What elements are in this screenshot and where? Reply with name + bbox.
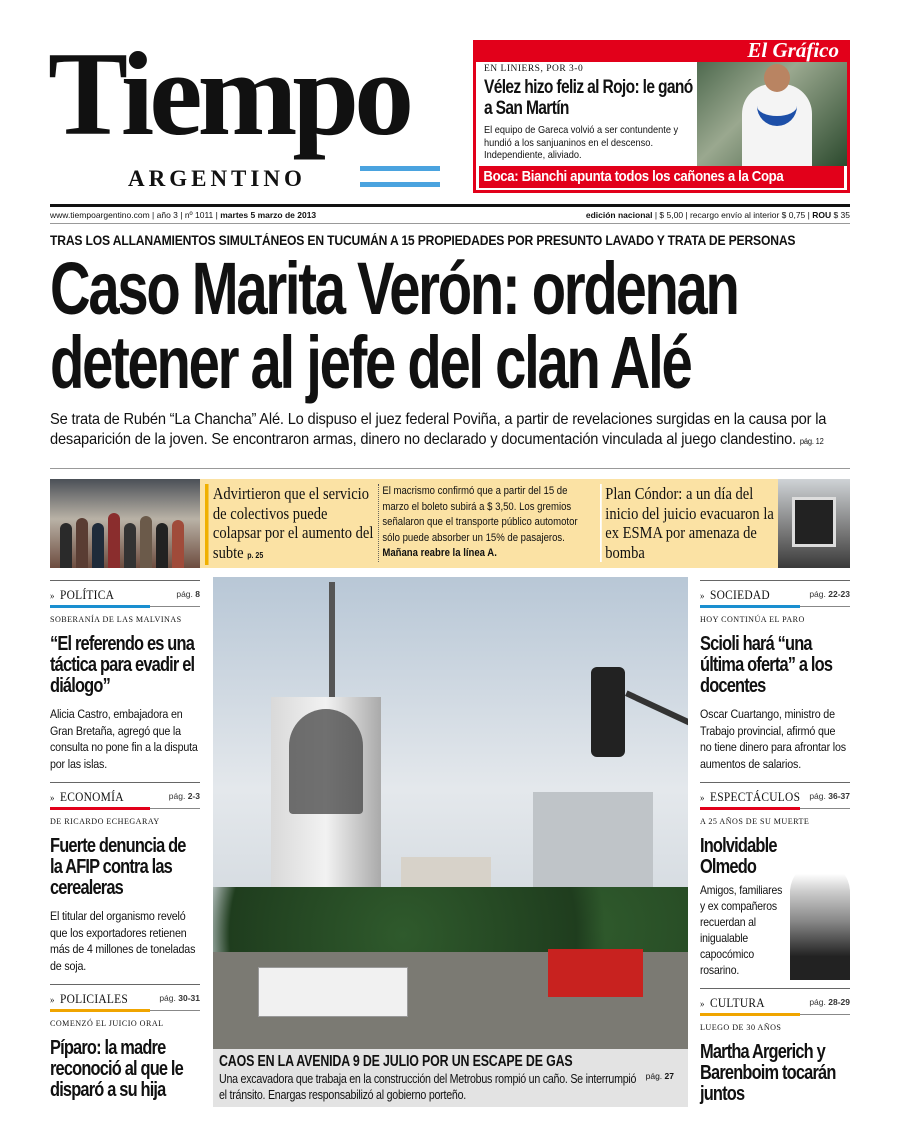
section-sociedad[interactable] [700,580,850,772]
section-name: POLÍTICA [59,587,115,602]
rou-label: ROU [812,210,832,220]
promo-title[interactable]: Vélez hizo feliz al Rojo: le ganó a San Martín [484,77,693,119]
section-title[interactable]: Inolvidable Olmedo [700,835,777,878]
section-body: Alicia Castro, embajadora en Gran Bretaña, agregó que la consulta no pone fin a la disputa por las islas. [50,707,198,771]
strip-body-text: El macrismo confirmó que a partir del 15 de marzo el boleto subirá a $ 3,50. Los gremios señalaron que el transporte público automotor sólo puede absorber un 15% de pasajeros. [382,485,578,544]
logo-word: Tiempo [48,27,410,160]
page-label: pág. [809,589,826,599]
section-name: POLICIALES [59,991,129,1006]
section-body: Oscar Cuartango, ministro de Trabajo provincial, afirmó que no tiene dinero para afrontar los aumentos de salarios. [700,707,846,771]
commuters-photo [50,479,200,568]
section-kicker: HOY CONTINÚA EL PARO [700,614,805,624]
page-ref: p. 25 [247,550,264,560]
rou-price: $ 35 [831,210,850,220]
traffic-light [591,667,625,757]
chevron-icon: » [700,999,705,1010]
section-kicker: DE RICARDO ECHEGARAY [50,816,160,826]
divider [50,468,850,469]
promo-brand: El Gráfico [747,38,839,62]
page-label: pág. [168,791,186,801]
flag-stripes [360,166,440,190]
section-economia[interactable] [50,782,200,974]
logo-subtitle: ARGENTINO [128,166,306,191]
section-kicker: LUEGO DE 30 AÑOS [700,1022,782,1032]
section-espectaculos[interactable] [700,782,850,978]
fire-truck [548,949,643,997]
lead-deck [50,410,849,452]
section-name: CULTURA [709,995,765,1010]
page-number: 30-31 [178,993,200,1003]
promo-photo [697,62,847,166]
divider [50,223,850,224]
section-title[interactable]: Píparo: la madre reconoció al que le disparó a su hija [50,1037,183,1101]
section-title[interactable]: Scioli hará “una última oferta” a los docentes [700,633,833,697]
section-name: ESPECTÁCULOS [709,789,801,804]
section-name: ECONOMÍA [59,789,124,804]
section-kicker: A 25 AÑOS DE SU MUERTE [700,816,810,826]
divider [50,204,850,207]
promo-bar-text: Boca: Bianchi apunta todos los cañones a la Copa [483,168,784,185]
caption-body: Una excavadora que trabaja en la construcción del Metrobus rompió un caño. Se interrumpió el tránsito. Enargas responsabilizó al gobierno porteño. [219,1071,637,1102]
deck-text: Se trata de Rubén “La Chancha” Alé. Lo dispuso el juez federal Poviña, a partir de revelaciones surgidas en la causa por la desaparición de la joven. Se encontraron armas, dinero no declarado y documentación vinculada al juego clandestino. [50,411,827,448]
page-number: 8 [195,589,200,599]
promo-kicker: EN LINIERS, POR 3-0 [484,64,584,74]
right-column [700,580,850,1115]
page-label: pág. [159,993,176,1003]
chevron-icon: » [700,793,705,804]
page-label: pág. [809,997,826,1007]
site-info: www.tiempoargentino.com | año 3 | nº 1011 | [50,210,221,220]
page-number: 27 [664,1071,674,1081]
info-line [50,210,850,221]
caption-title[interactable]: CAOS EN LA AVENIDA 9 DE JULIO POR UN ESCAPE DE GAS [219,1053,573,1070]
section-cultura[interactable] [700,988,850,1105]
photo-caption [213,1049,688,1107]
antenna [329,582,335,697]
chevron-icon: » [50,995,55,1006]
headline-line-2: detener al jefe del clan Alé [50,321,691,404]
section-title[interactable]: “El referendo es una táctica para evadir el diálogo” [50,633,195,697]
headline-line-1: Caso Marita Verón: ordenan [50,247,738,330]
chevron-icon: » [700,591,705,602]
prices: | $ 5,00 | recargo envío al interior $ 0,75 | [652,210,813,220]
section-kicker: SOBERANÍA DE LAS MALVINAS [50,614,182,624]
olmedo-photo [790,862,850,980]
edition: edición nacional [585,210,653,220]
page-label: pág. [645,1071,663,1081]
caption-page [646,1071,674,1082]
lead-headline[interactable] [50,247,850,404]
section-policiales[interactable] [50,984,200,1101]
page-number: 28-29 [828,997,850,1007]
section-name: SOCIEDAD [709,587,770,602]
page-number: 36-37 [828,791,850,801]
strip-plan-condor[interactable]: Plan Cóndor: a un día del inicio del juicio evacuaron la ex ESMA por amenaza de bomba [600,484,776,562]
page-number: 22-23 [828,589,850,599]
strip-lead[interactable] [205,484,374,565]
truck [258,967,408,1017]
masthead-logo[interactable] [48,27,448,191]
strip-body [378,484,591,562]
section-body: El titular del organismo reveló que los exportadores retienen más de 4 millones de toneladas de soja. [50,909,196,973]
promo-body: El equipo de Gareca volvió a ser contundente y hundió a los sanjuaninos en el descenso. Independiente, aliviado. [484,124,679,161]
section-politica[interactable] [50,580,200,772]
page-label: pág. [176,589,193,599]
esma-photo [778,479,850,568]
promo-bar-link[interactable] [479,166,844,188]
page-number: 2-3 [187,791,200,801]
left-column [50,580,200,1111]
section-title[interactable]: Fuerte denuncia de la AFIP contra las cerealeras [50,835,186,899]
news-strip [50,479,850,568]
chevron-icon: » [50,591,55,602]
strip-lead-text: Advirtieron que el servicio de colectivos puede colapsar por el aumento del subte [212,484,374,562]
page-label: pág. [809,791,826,801]
promo-box[interactable] [473,40,850,193]
section-kicker: COMENZÓ EL JUICIO ORAL [50,1018,164,1028]
issue-date: martes 5 marzo de 2013 [220,210,317,220]
strip-body-bold: Mañana reabre la línea A. [382,547,497,559]
page-ref: pág. 12 [799,437,824,446]
chevron-icon: » [50,793,55,804]
section-title[interactable]: Martha Argerich y Barenboim tocarán juntos [700,1041,836,1105]
lead-kicker: TRAS LOS ALLANAMIENTOS SIMULTÁNEOS EN TUCUMÁN A 15 PROPIEDADES POR PRESUNTO LAVADO Y TRATA DE PERSONAS [50,233,796,248]
section-body: Amigos, familiares y ex compañeros recuerdan al inigualable capocómico rosarino. [700,883,783,977]
main-photo[interactable] [213,577,688,1107]
